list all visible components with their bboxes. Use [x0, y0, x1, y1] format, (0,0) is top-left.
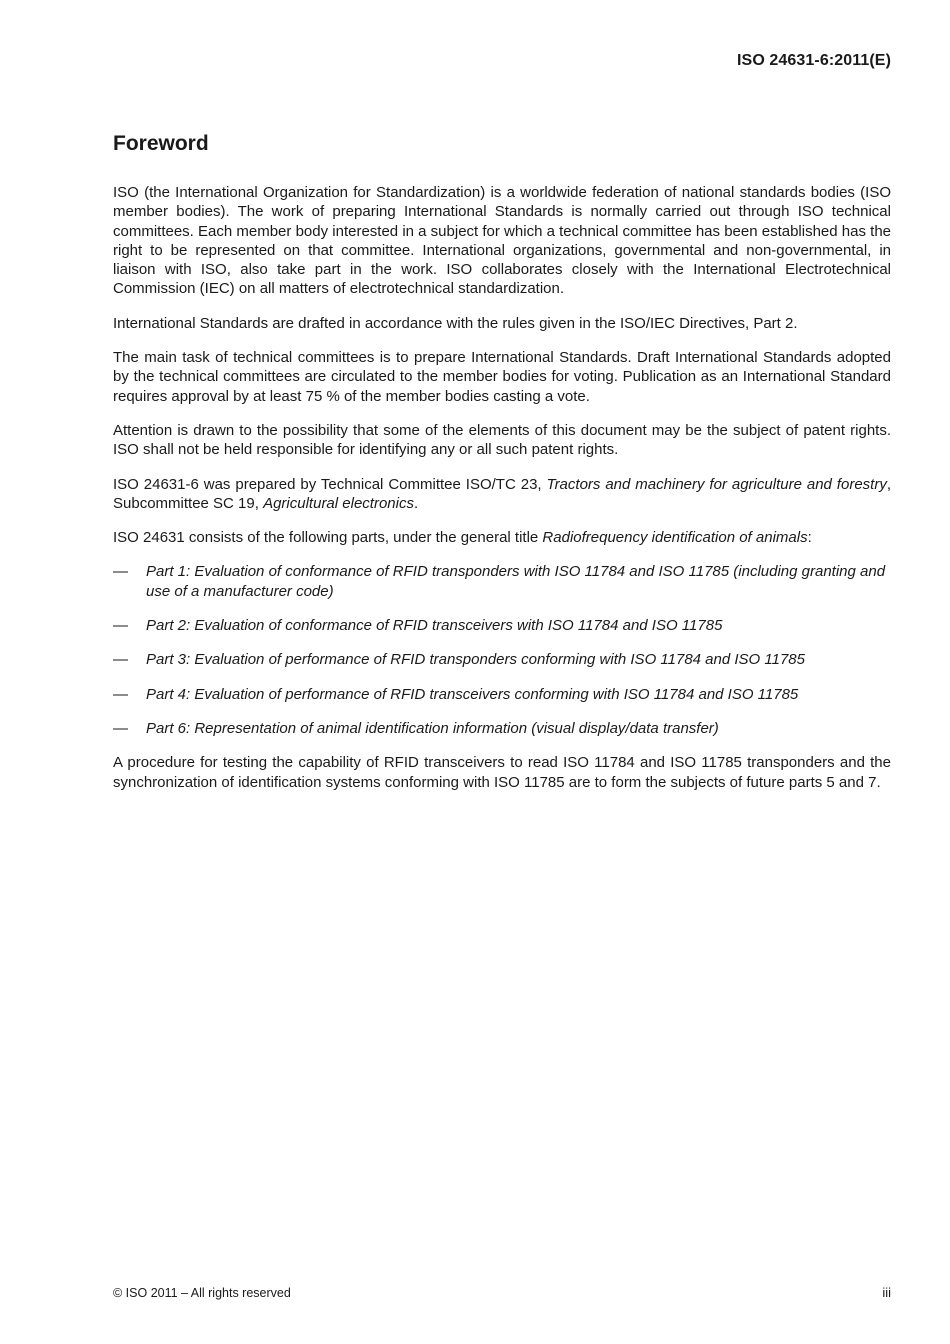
- paragraph-directives: International Standards are drafted in accordance with the rules given in the ISO/IEC Directives, Part 2.: [113, 314, 798, 332]
- list-item-text: Part 6: Representation of animal identification information (visual display/data transfer): [146, 719, 719, 737]
- page-title: Foreword: [113, 132, 209, 155]
- parts-intro-text-a: ISO 24631 consists of the following parts, under the general title: [113, 529, 543, 547]
- paragraph-prepared-by: [113, 475, 891, 514]
- list-item-text: Part 3: Evaluation of performance of RFID transponders conforming with ISO 11784 and ISO 11785: [146, 651, 805, 669]
- list-item-text: Part 4: Evaluation of performance of RFID transceivers conforming with ISO 11784 and ISO 11785: [146, 685, 799, 703]
- list-dash: —: [113, 617, 128, 635]
- paragraph-patent-notice: Attention is drawn to the possibility that some of the elements of this document may be the subject of patent rights. ISO shall not be held responsible for identifying any or all such patent rights.: [113, 421, 891, 459]
- parts-intro-text-b: :: [807, 529, 812, 547]
- subcommittee-title: Agricultural electronics: [263, 494, 414, 512]
- committee-title: Tractors and machinery for agriculture and forestry: [546, 475, 887, 493]
- prepared-by-text-b: , Subcommittee SC 19,: [113, 475, 891, 512]
- list-item: [113, 685, 891, 704]
- copyright-notice: © ISO 2011 – All rights reserved: [113, 1286, 291, 1300]
- prepared-by-text-a: ISO 24631-6 was prepared by Technical Committee ISO/TC 23,: [113, 475, 547, 493]
- list-dash: —: [113, 719, 128, 737]
- list-item-text: Part 2: Evaluation of conformance of RFID transceivers with ISO 11784 and ISO 11785: [146, 617, 723, 635]
- prepared-by-text-c: .: [413, 494, 419, 512]
- paragraph-parts-intro: [113, 528, 891, 547]
- general-title: Radiofrequency identification of animals: [542, 529, 808, 547]
- parts-list: [113, 562, 891, 738]
- document-id: ISO 24631-6:2011(E): [737, 52, 891, 69]
- paragraph-iso-intro: ISO (the International Organization for Standardization) is a worldwide federation of national standards bodies (ISO member bodies). The work of preparing International Standards is normally carried out through ISO technical committees. Each member body interested in a subject for which a technical committee has been established has the right to be represented on that committee. International organizations, governmental and non-governmental, in liaison with ISO, also take part in the work. ISO collaborates closely with the International Electrotechnical Commission (IEC) on all matters of electrotechnical standardization.: [113, 184, 891, 298]
- list-item: [113, 650, 891, 669]
- list-dash: —: [113, 685, 128, 703]
- list-item: [113, 719, 891, 738]
- paragraph-future-parts: A procedure for testing the capability of RFID transceivers to read ISO 11784 and ISO 11785 transponders and the synchronization of identification systems conforming with ISO 11785 are to form the subjects of future parts 5 and 7.: [113, 754, 891, 791]
- list-item: [113, 562, 891, 601]
- list-dash: —: [113, 651, 128, 669]
- page-number: iii: [882, 1285, 891, 1300]
- list-item-text: Part 1: Evaluation of conformance of RFID transponders with ISO 11784 and ISO 11785 (including granting and use of a manufacturer code): [146, 563, 886, 600]
- foreword-section: [113, 130, 891, 807]
- list-item: [113, 616, 891, 635]
- list-dash: —: [113, 563, 128, 581]
- paragraph-main-task: The main task of technical committees is to prepare International Standards. Draft International Standards adopted by the technical committees are circulated to the member bodies for voting. Publication as an International Standard requires approval by at least 75 % of the member bodies casting a vote.: [113, 349, 891, 405]
